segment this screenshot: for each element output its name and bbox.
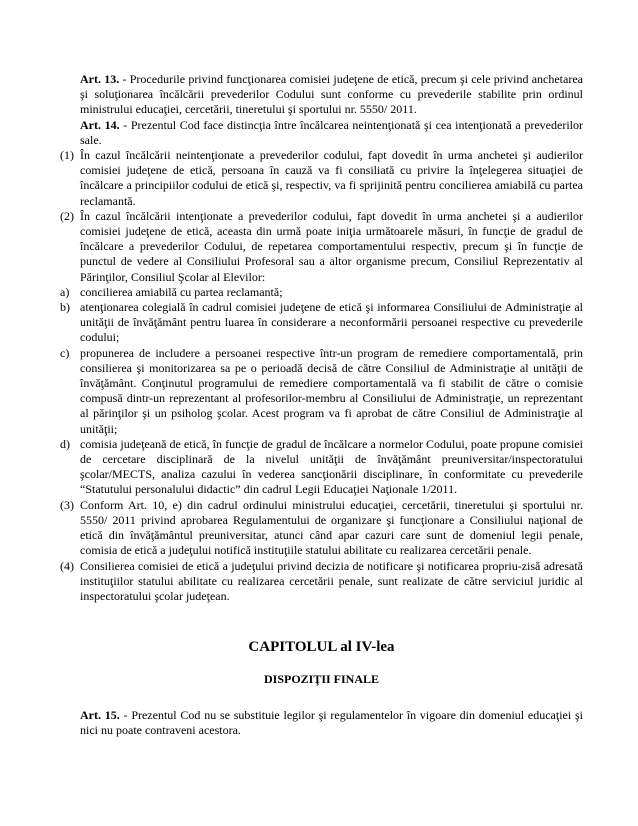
list-item-a [60, 285, 583, 300]
article-15-label: Art. 15. [80, 707, 120, 722]
list-letter: b) [60, 300, 70, 315]
article-15-text: - Prezentul Cod nu se substituie legilor şi regulamentelor în vigoare din domeniul educaţiei şi nici nu poate contraveni acestora. [80, 707, 583, 737]
paragraph-number: (1) [60, 148, 74, 163]
article-14-text: - Prezentul Cod face distincţia între încălcarea neintenţionată şi cea intenţionată a prevederilor sale. [80, 117, 583, 147]
paragraph-text: Conform Art. 10, e) din cadrul ordinului ministrului educaţiei, cercetării, tineretului şi sportului nr. 5550/ 2011 privind aprobarea Regulamentului de organizare şi funcţionare a Consiliului naţional de etică din învăţământul preuniversitar, atunci când apar cazuri care sunt de domeniul legii penale, comisia de etică a judeţului notifică instituţiile statului abilitate cu realizarea cercetării penale. [80, 497, 583, 558]
list-text: propunerea de includere a persoanei respective într-un program de remediere comportamentală, prin consilierea şi monitorizarea sa pe o perioadă decisă de către Consiliul de Administraţie al unităţii de învăţământ. Conţinutul programului de remediere comportamentală va fi stabilit de către o comisie compusă dintr-un reprezentant al profesorilor-membru al Consiliului de Administraţie, un reprezentant al părinţilor şi un psiholog şcolar. Acest program va fi aprobat de către Consiliul de Administraţie al unităţii; [80, 345, 583, 436]
list-text: comisia judeţeană de etică, în funcţie de gradul de încălcare a normelor Codului, poate propune comisiei de cercetare disciplinară de la nivelul unităţii de învăţământ preuniversitar/inspectoratului şcolar/MECTS, analiza cazului în vederea sancţionării disciplinare, în conformitate cu prevederile “Statutului personalului didactic” din cadrul Legii Educaţiei Naţionale 1/2011. [80, 436, 583, 497]
paragraph-3 [60, 498, 583, 559]
paragraph-text: În cazul încălcării neintenţionate a prevederilor codului, fapt dovedit în urma anchetei şi audierilor comisiei judeţene de etică, persoana în cauză va fi consiliată cu privire la înţelegerea situaţiei de încălcare a principiilor codului de etică şi, respectiv, va fi sprijinită pentru concilierea amiabilă cu partea reclamantă. [80, 148, 583, 208]
paragraph-number: (3) [60, 497, 74, 512]
list-letter: a) [60, 284, 70, 299]
article-13 [60, 72, 583, 118]
paragraph-text: În cazul încălcării intenţionate a prevederilor codului, fapt dovedit în urma anchetei şi a audierilor comisiei judeţene de etică, aceasta din urmă poate iniţia următoarele măsuri, în funcţie de gradul de încălcare a prevederilor Codului, de repetarea comportamentului respectiv, precum şi în funcţie de punctul de vedere al Consiliului Profesoral sau a altor organisme precum, Consiliul Reprezentativ al Părinţilor, Consiliul Şcolar al Elevilor: [80, 208, 583, 284]
article-14 [60, 118, 583, 148]
list-item-c [60, 346, 583, 437]
chapter-title: CAPITOLUL al IV-lea [248, 639, 395, 656]
paragraph-2 [60, 209, 583, 285]
list-text: concilierea amiabilă cu partea reclamantă; [80, 284, 283, 299]
paragraph-number: (4) [60, 558, 74, 573]
article-15 [60, 708, 583, 738]
paragraph-4 [60, 559, 583, 605]
list-text: atenţionarea colegială în cadrul comisiei judeţene de etică şi informarea Consiliului de Administraţie al unităţii de învăţământ pentru luarea în considerare a neconformării persoanei respective cu prevederile codului; [80, 300, 583, 345]
list-item-d [60, 437, 583, 498]
article-14-label: Art. 14. [80, 117, 120, 132]
chapter-subtitle: DISPOZIŢII FINALE [263, 672, 380, 687]
list-letter: d) [60, 436, 70, 451]
paragraph-1 [60, 148, 583, 209]
list-item-b [60, 300, 583, 346]
list-letter: c) [60, 345, 70, 360]
article-13-text: - Procedurile privind funcţionarea comisiei judeţene de etică, precum şi cele privind anchetarea şi soluţionarea încălcării prevederilor Codului sunt conforme cu prevederile stabilite prin ordinul ministrului educaţiei, cercetării, tineretului şi sportului nr. 5550/ 2011. [80, 72, 583, 117]
paragraph-text: Consilierea comisiei de etică a judeţului privind decizia de notificare şi notificarea propriu-zisă adresată instituţiilor statului abilitate cu realizarea cercetării penale, sunt realizate de către serviciul juridic al inspectoratului şcolar judeţean. [80, 558, 583, 603]
paragraph-number: (2) [60, 208, 74, 223]
article-13-label: Art. 13. [80, 72, 120, 86]
